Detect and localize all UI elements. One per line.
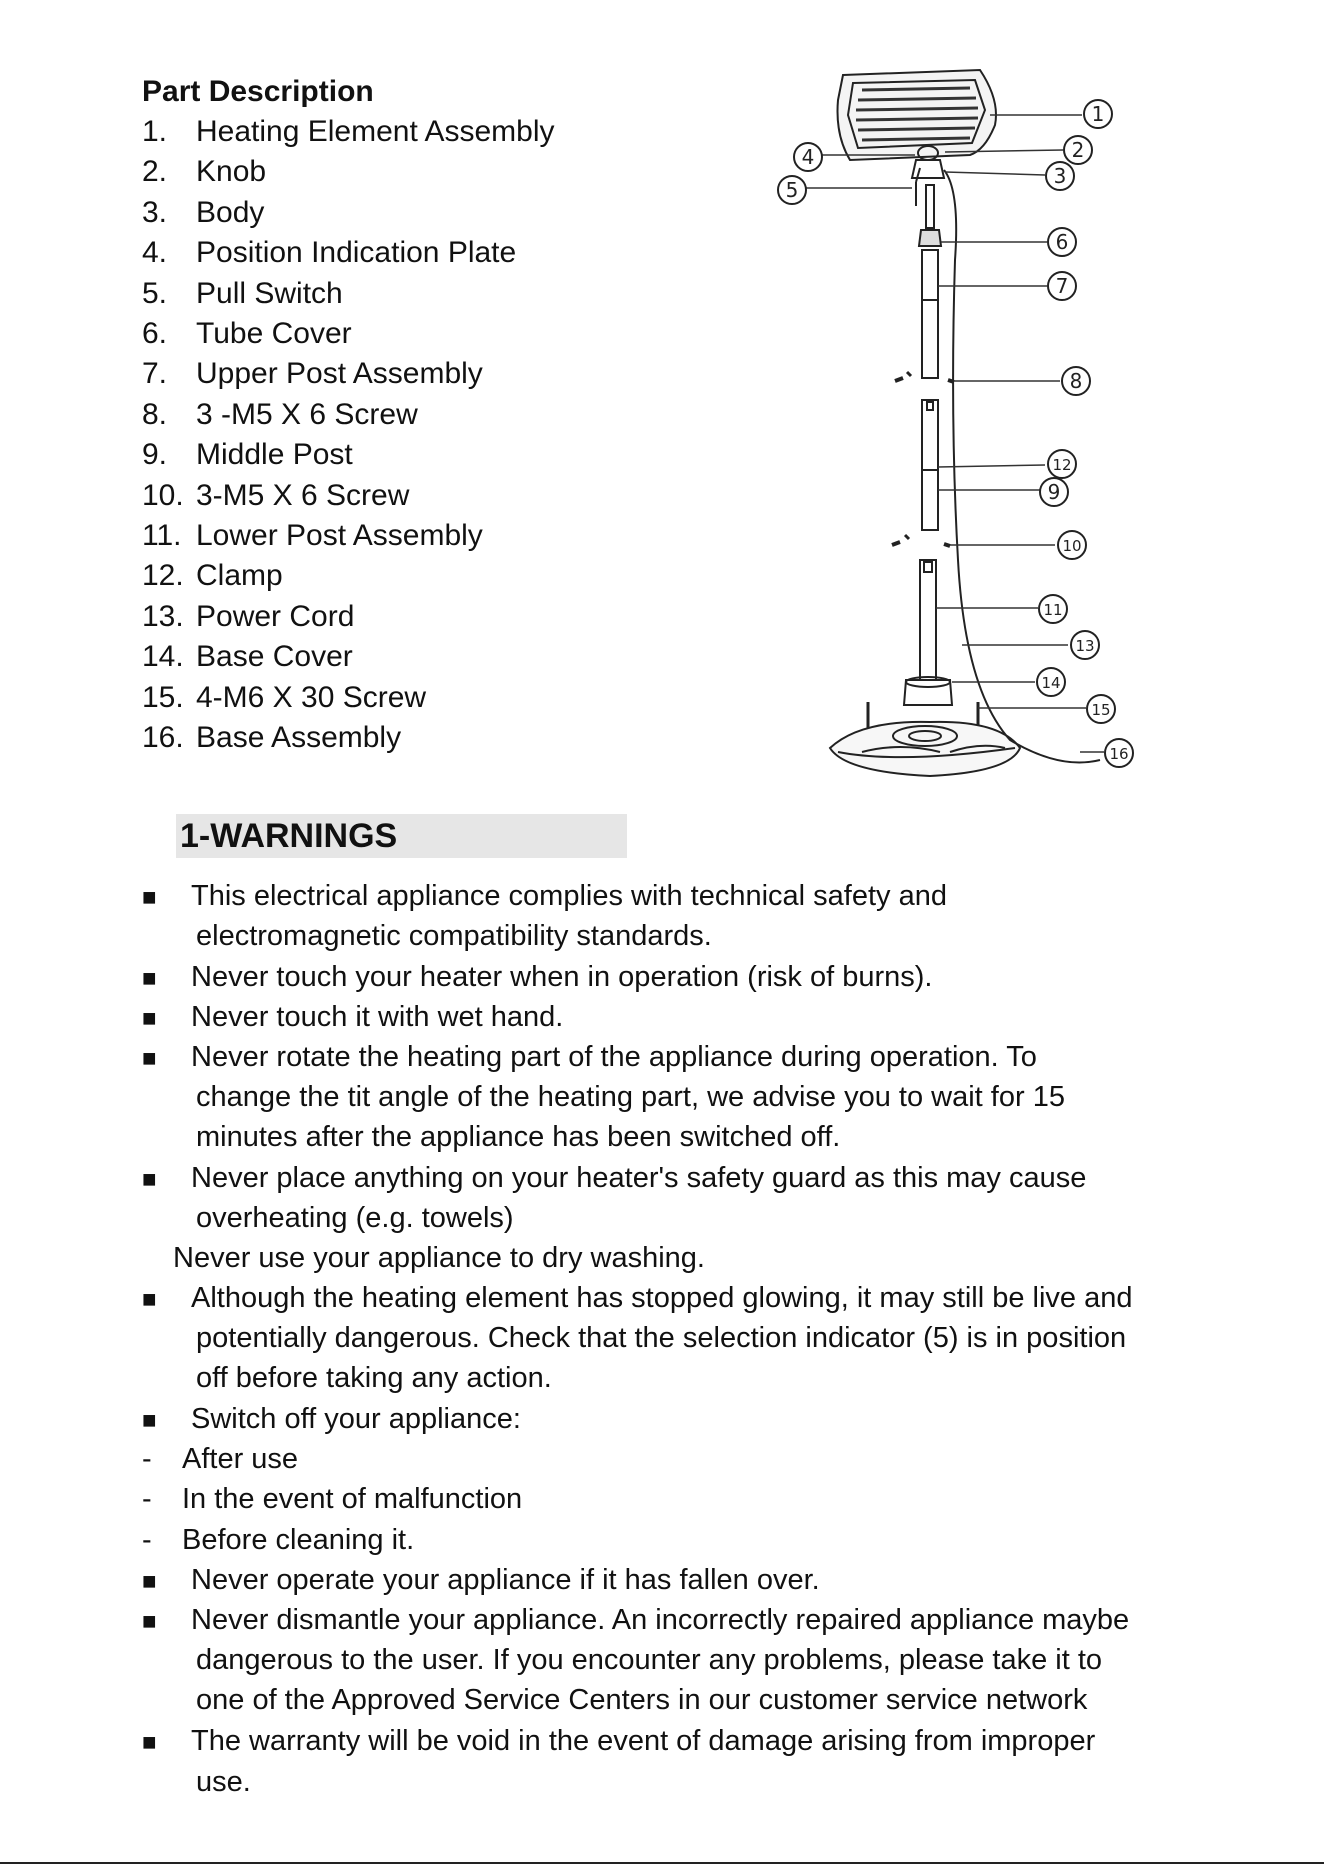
callout-7: [1048, 272, 1076, 300]
list-item: 1. Heating Element Assembly: [142, 115, 555, 148]
warning-line: minutes after the appliance has been switched off.: [196, 1121, 841, 1153]
list-item: 9. Middle Post: [142, 438, 353, 472]
bottom-rule: [0, 1862, 1324, 1864]
list-item: 14. Base Cover: [142, 640, 353, 674]
svg-text:10: 10: [1062, 537, 1082, 555]
list-item: 12. Clamp: [142, 559, 283, 593]
callout-16: [1105, 739, 1133, 767]
warning-line: electromagnetic compatibility standards.: [196, 920, 712, 952]
list-item: 2. Knob: [142, 155, 267, 189]
list-item: 10. 3-M5 X 6 Screw: [142, 478, 410, 512]
list-item: 15. 4-M6 X 30 Screw: [142, 680, 427, 714]
warning-line: Never dismantle your appliance. An incorrectly repaired appliance maybe: [191, 1604, 1130, 1636]
svg-text:14: 14: [1041, 674, 1061, 692]
callout-13: [1071, 631, 1099, 659]
part-description-title: Part Description: [142, 75, 374, 108]
parts-list: [142, 112, 555, 759]
callout-12: [1048, 450, 1076, 478]
bullet-icon: ■: [142, 1729, 157, 1756]
callout-2: [1064, 136, 1092, 164]
svg-text:3: 3: [1053, 164, 1067, 188]
callout-1: [1084, 100, 1112, 128]
svg-text:11: 11: [1043, 601, 1063, 619]
svg-text:13: 13: [1075, 637, 1095, 655]
callout-6: [1048, 228, 1076, 256]
list-item: 11. Lower Post Assembly: [142, 519, 483, 553]
leader-lines: [800, 115, 1104, 752]
bullet-icon: ■: [142, 1286, 157, 1313]
svg-text:4: 4: [801, 145, 815, 169]
bullet-icon: ■: [142, 965, 157, 992]
warning-line: change the tit angle of the heating part, we advise you to wait for 15: [196, 1081, 1065, 1113]
list-item: 16. Base Assembly: [142, 721, 402, 755]
bullet-icon: ■: [142, 1166, 157, 1193]
svg-text:15: 15: [1091, 701, 1111, 719]
callout-9: [1040, 478, 1068, 506]
list-item: 13. Power Cord: [142, 599, 355, 633]
warning-line: Never place anything on your heater's safety guard as this may cause: [191, 1162, 1087, 1194]
bullet-icon: ■: [142, 1568, 157, 1595]
warning-line: Never touch your heater when in operation (risk of burns).: [191, 961, 933, 993]
warning-line: Never touch it with wet hand.: [191, 1001, 564, 1033]
list-item: 3. Body: [142, 195, 265, 229]
warning-line: Never use your appliance to dry washing.: [173, 1242, 705, 1274]
callout-3: [1046, 162, 1074, 190]
warning-line: After use: [182, 1443, 299, 1475]
dash-marker: -: [142, 1524, 152, 1556]
callout-10: [1058, 531, 1086, 559]
svg-text:5: 5: [785, 178, 799, 202]
list-item: 8. 3 -M5 X 6 Screw: [142, 397, 418, 431]
svg-text:6: 6: [1055, 230, 1069, 254]
callout-15: [1087, 695, 1115, 723]
warning-line: Never rotate the heating part of the appliance during operation. To: [191, 1041, 1037, 1073]
svg-text:7: 7: [1055, 274, 1069, 298]
svg-text:12: 12: [1052, 456, 1072, 474]
callout-5: [778, 176, 806, 204]
warning-line: dangerous to the user. If you encounter any problems, please take it to: [196, 1644, 1103, 1676]
warning-line: use.: [196, 1766, 251, 1798]
callout-8: [1062, 367, 1090, 395]
list-item: 5. Pull Switch: [142, 276, 343, 310]
warnings-heading: 1-WARNINGS: [176, 814, 627, 858]
warning-line: Switch off your appliance:: [191, 1403, 521, 1435]
warning-line: The warranty will be void in the event of damage arising from improper: [191, 1725, 1096, 1757]
svg-text:2: 2: [1071, 138, 1085, 162]
warning-line: This electrical appliance complies with technical safety and: [191, 880, 947, 912]
list-item: 7. Upper Post Assembly: [142, 357, 483, 391]
list-item: 6. Tube Cover: [142, 317, 352, 351]
bullet-icon: ■: [142, 1005, 157, 1032]
callout-11: [1039, 595, 1067, 623]
callout-circles: [778, 100, 1133, 767]
dash-marker: -: [142, 1483, 152, 1515]
dash-marker: -: [142, 1443, 152, 1475]
warning-line: In the event of malfunction: [182, 1483, 523, 1515]
warning-line: Never operate your appliance if it has fallen over.: [191, 1564, 820, 1596]
bullet-icon: ■: [142, 1608, 157, 1635]
warning-line: overheating (e.g. towels): [196, 1202, 514, 1234]
heater-exploded-diagram: [770, 55, 1150, 795]
bullet-icon: ■: [142, 884, 157, 911]
warning-line: Although the heating element has stopped glowing, it may still be live and: [191, 1282, 1133, 1314]
callout-14: [1037, 668, 1065, 696]
warning-line: Before cleaning it.: [182, 1524, 415, 1556]
bullet-icon: ■: [142, 1045, 157, 1072]
bullet-icon: ■: [142, 1407, 157, 1434]
warning-line: one of the Approved Service Centers in our customer service network: [196, 1684, 1088, 1716]
svg-text:8: 8: [1069, 369, 1083, 393]
callout-4: [794, 143, 822, 171]
svg-text:1: 1: [1091, 102, 1105, 126]
warning-line: potentially dangerous. Check that the selection indicator (5) is in position: [196, 1322, 1127, 1354]
svg-text:16: 16: [1109, 745, 1129, 763]
list-item: 4. Position Indication Plate: [142, 236, 517, 270]
svg-text:9: 9: [1047, 480, 1061, 504]
warning-line: off before taking any action.: [196, 1362, 552, 1394]
